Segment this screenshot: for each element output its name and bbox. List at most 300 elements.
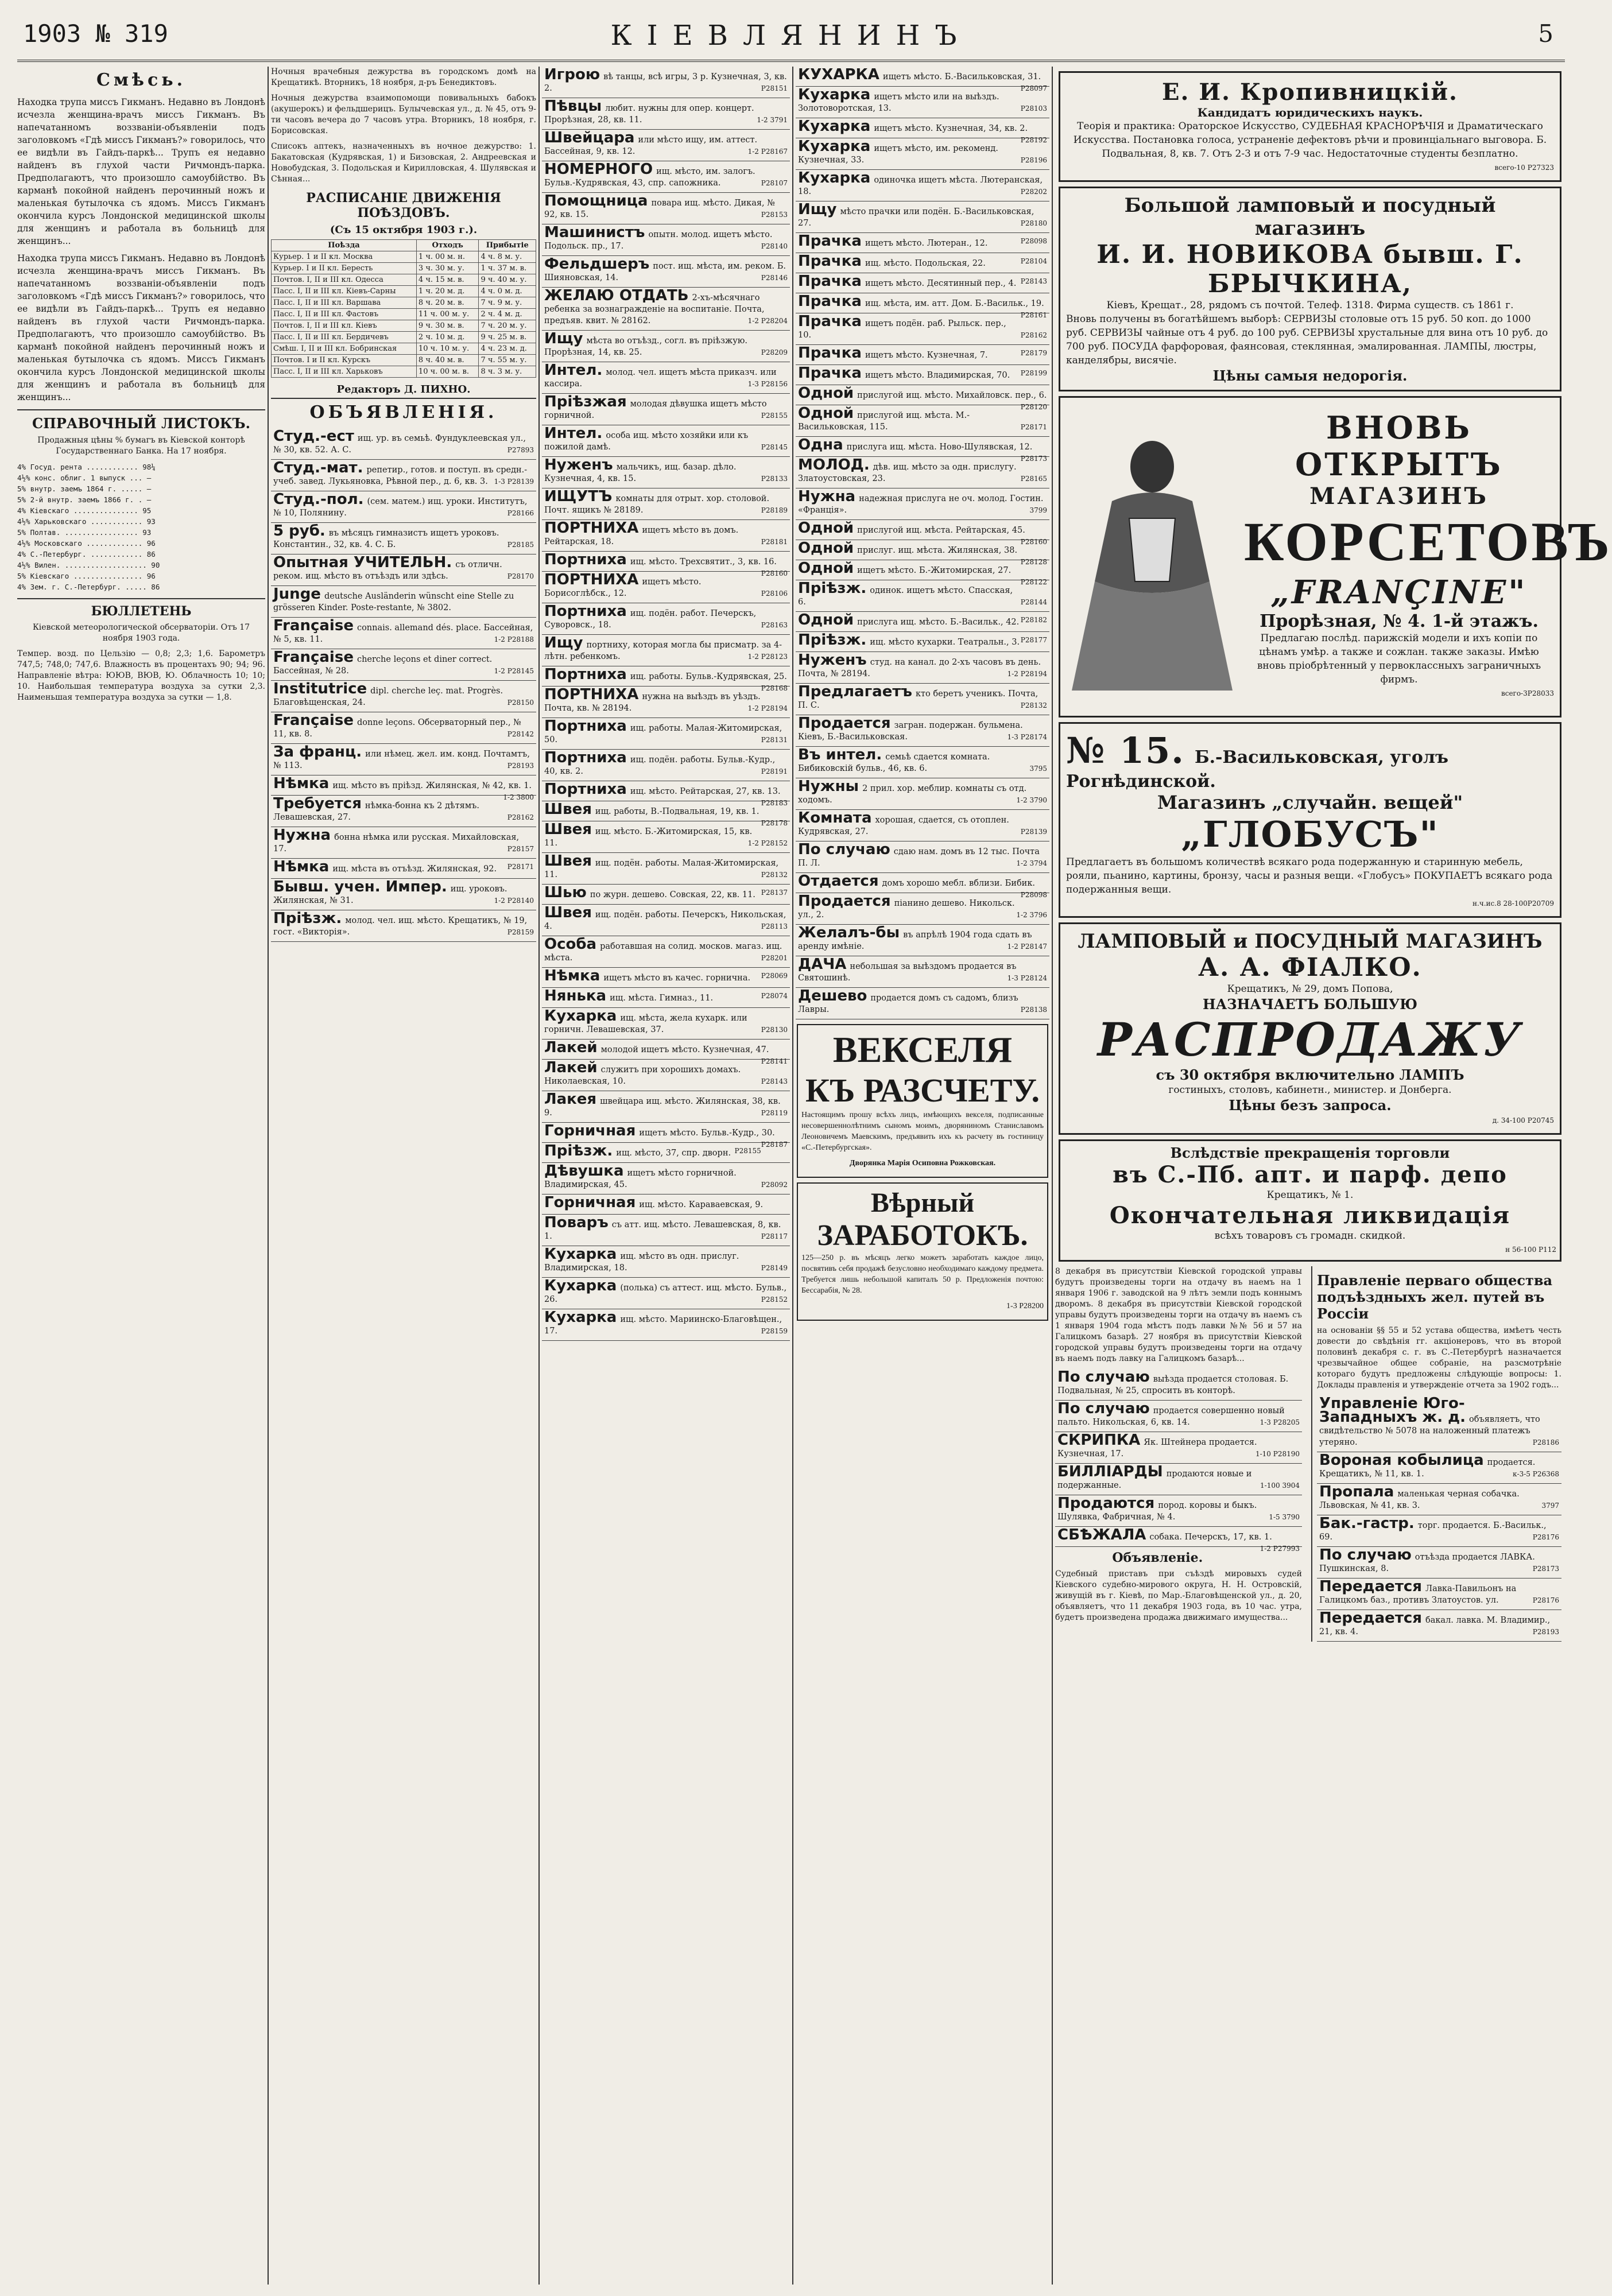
corset-shop-label: МАГАЗИНЪ	[1309, 483, 1489, 510]
ad-code: P28098	[1020, 237, 1047, 245]
rate-row: 4½% Вилен. ................... 90	[17, 561, 160, 569]
classified-ad	[542, 1091, 790, 1123]
ad-text: 2-хъ-мѣсячнаго ребенка за вознагражденіе на воспитаніе. Почта, предъяв. квит. № 28162.	[544, 293, 765, 325]
ad-keyword: Шью	[544, 884, 587, 901]
ad-code: P28157	[507, 845, 534, 853]
ad-keyword: Швейцара	[544, 129, 635, 146]
timetable-cell: Смѣш. I, II и III кл. Бобринская	[272, 343, 417, 355]
ad-code: 1-10 P28190	[1255, 1450, 1300, 1458]
classified-ad	[542, 130, 790, 161]
ad-text: загран. подержан. бульмена. Кіевъ, Б.-Васильковская.	[798, 721, 1023, 742]
ad-text: служитъ при хорошихъ домахъ. Николаевская, 10.	[544, 1065, 741, 1086]
classified-ad	[542, 224, 790, 256]
classified-ad	[796, 652, 1049, 684]
kropivnitsky-title: Кандидатъ юридическихъ наукъ.	[1197, 106, 1423, 119]
timetable-cell: 1 ч. 20 м. д.	[416, 286, 479, 297]
ad-keyword: Передается	[1319, 1578, 1422, 1595]
classified-ad	[542, 457, 790, 488]
timetable-col-arrival: Прибытіе	[479, 240, 536, 251]
ad-keyword: Нѣмка	[273, 858, 330, 875]
timetable-row	[272, 251, 536, 263]
ad-code: P28155	[734, 1147, 761, 1155]
classified-ad	[542, 551, 790, 577]
ad-code: P28179	[1020, 349, 1047, 357]
ad-code: 1-3 P28139	[494, 478, 534, 486]
ad-code: P28113	[761, 922, 788, 930]
railway-board-title: Правленіе перваго общества подъѣздныхъ жел. путей въ Россіи	[1317, 1272, 1553, 1322]
classified-ad	[1055, 1369, 1302, 1401]
ad-keyword: Нѣмка	[273, 775, 330, 792]
ad-keyword: По случаю	[798, 841, 890, 858]
classified-ad	[1055, 1401, 1302, 1432]
timetable-cell: 11 ч. 00 м. у.	[416, 309, 479, 320]
ad-text: кто беретъ ученикъ. Почта, П. С.	[798, 689, 1038, 710]
ad-code: P28153	[761, 211, 788, 219]
ad-keyword: Прачка	[798, 232, 862, 250]
classified-ad	[796, 385, 1049, 411]
ad-text: повара ищ. мѣсто. Дикая, № 92, кв. 15.	[544, 199, 775, 219]
fialko-subtitle: НАЗНАЧАЕТЪ БОЛЬШУЮ	[1203, 996, 1417, 1013]
bills-subheading: КЪ РАЗСЧЕТУ.	[805, 1072, 1040, 1109]
ad-keyword: Прачка	[798, 313, 862, 330]
ad-keyword: По случаю	[1057, 1400, 1150, 1417]
ad-keyword: Продается	[798, 893, 891, 910]
rate-row: 5% Кіевскаго ................ 96	[17, 572, 156, 580]
ad-keyword: Пріѣзж.	[544, 1142, 613, 1159]
ad-code: P28144	[1020, 598, 1047, 606]
classified-ad	[796, 684, 1049, 715]
ad-keyword: Прачка	[798, 344, 862, 362]
fialko-name: А. А. ФІАЛКО.	[1198, 953, 1422, 982]
ad-text: connais. allemand dés. place. Бассейная, № 5, кв. 11.	[273, 623, 533, 644]
classified-ad	[542, 801, 790, 827]
corset-text: Предлагаю послѣд. парижскій модели и ихъ копіи по цѣнамъ умѣр. а также и сожлан. также заказы. Имѣю вновь пріобрѣтенный у первоклассныхъ заграничныхъ фирмъ.	[1257, 633, 1541, 685]
timetable-cell: Почтов. I, II и III кл. Кіевъ	[272, 320, 417, 332]
ad-code: P28117	[761, 1232, 788, 1240]
ad-code: 1-2 P28194	[747, 704, 788, 712]
classified-ad	[796, 893, 1049, 925]
ad-code: P28141	[761, 1057, 788, 1065]
ad-code: P28180	[1020, 219, 1047, 227]
ad-text: ищетъ мѣсто. Борисоглѣбск., 12.	[544, 577, 702, 598]
ad-keyword: Студ.-ест	[273, 428, 354, 445]
classified-ad	[796, 201, 1049, 233]
ad-text: мальчикъ, ищ. базар. дѣло. Кузнечная, 4, кв. 15.	[544, 463, 737, 483]
ad-code: к-3-5 P26368	[1513, 1470, 1559, 1478]
column-4	[796, 67, 1049, 2285]
ad-text: ищ. мѣста, жела кухарк. или горничн. Левашевская, 37.	[544, 1014, 747, 1034]
col5-lower	[1055, 1266, 1565, 2070]
classified-ad	[271, 586, 536, 618]
timetable-cell: Пасс. I, II и III кл. Бердичевъ	[272, 332, 417, 343]
novikov-name: И. И. НОВИКОВА бывш. Г. БРЫЧКИНА,	[1096, 240, 1524, 298]
ad-keyword: Портниха	[544, 666, 627, 683]
ad-code: P28209	[761, 348, 788, 356]
classified-ad	[542, 1278, 790, 1309]
ad-text: въ мѣсяцъ гимназистъ ищетъ уроковъ. Константин., 32, кв. 4. С. Б.	[273, 529, 499, 549]
classified-ad	[1317, 1578, 1561, 1610]
classified-ad	[1317, 1515, 1561, 1547]
classified-ad	[796, 253, 1049, 273]
ad-keyword: Бак.-гастр.	[1319, 1515, 1415, 1532]
ad-code: 1-2 P28145	[494, 667, 534, 675]
timetable-cell: 2 ч. 10 м. д.	[416, 332, 479, 343]
ad-code: P28152	[761, 1296, 788, 1304]
classified-ad	[796, 632, 1049, 652]
classified-ad	[796, 747, 1049, 778]
timetable-cell: Курьер. 1 и II кл. Москва	[272, 251, 417, 263]
ad-code: P28166	[507, 509, 534, 517]
classified-ad	[542, 1309, 790, 1341]
timetable-row	[272, 343, 536, 355]
classified-ad	[271, 491, 536, 523]
timetable-cell: Почтов. I и II кл. Курскъ	[272, 355, 417, 366]
ad-code: P28186	[1532, 1438, 1559, 1446]
classified-ad	[542, 520, 790, 552]
ad-keyword: Одной	[798, 611, 854, 629]
ad-code: P28143	[1020, 277, 1047, 285]
ad-code: 1-2 3790	[1016, 796, 1047, 804]
ad-keyword: ИЩУТЪ	[544, 488, 613, 505]
issue-number: 1903 № 319	[23, 20, 168, 48]
notice-title: Объявленіе.	[1112, 1550, 1203, 1565]
timetable-cell: 9 ч. 40 м. у.	[479, 274, 536, 286]
ad-text: нѣмка-бонна къ 2 дѣтямъ. Левашевская, 27.	[273, 801, 479, 822]
classified-ad	[542, 1122, 790, 1149]
ad-code: P28199	[1020, 369, 1047, 377]
ad-code: P28183	[761, 799, 788, 807]
ad-keyword: Française	[273, 649, 354, 666]
ad-text: прислуга ищ. мѣста. Ново-Шулявская, 12.	[846, 443, 1033, 452]
timetable-cell: 10 ч. 10 м. у.	[416, 343, 479, 355]
auction-text: 8 декабря въ присутствіи Кіевской городской управы будутъ произведены торги на отдачу въ наемъ на 1 января 1906 г. заводской на 9 лѣтъ земли подъ коннымъ дворомъ. 8 декабря въ присутствіи Кіевской городской управы будутъ произведены торги на отдачу въ наемъ съ 1 января 1904 года мѣстъ подъ лавки №№ 56 и 57 на Галицкомъ базарѣ. 27 ноября въ присутствіи Кіевской городской управы будутъ произведены торги на отдачу въ наемъ подъ лавку на Галицкомъ базарѣ...	[1055, 1267, 1302, 1363]
classified-ad	[542, 1008, 790, 1040]
classified-ad	[796, 313, 1049, 345]
ad-keyword: МОЛОД.	[798, 456, 870, 474]
classified-ad	[1317, 1610, 1561, 1642]
classified-ad	[796, 87, 1049, 118]
timetable-cell: 7 ч. 20 м. у.	[479, 320, 536, 332]
ad-keyword: Пѣвцы	[544, 98, 602, 115]
classified-ad	[542, 718, 790, 750]
ad-text: молодой ищетъ мѣсто. Кузнечная, 47.	[600, 1045, 769, 1054]
timetable-cell: Пасс. I, II и III кл. Кіевъ-Сарны	[272, 286, 417, 297]
classified-ad	[271, 775, 536, 801]
ad-text: бонна нѣмка или русская. Михайловская, 17.	[273, 833, 520, 854]
ad-code: P28104	[1020, 257, 1047, 265]
ad-code: 1-2 P27993	[1260, 1545, 1300, 1553]
ad-code: P28163	[761, 621, 788, 629]
ad-text: вѣ танцы, всѣ игры, 3 р. Кузнечная, 3, кв. 2.	[544, 72, 787, 93]
ad-text: прислугой ищ. мѣсто. Михайловск. пер., 6.	[857, 391, 1047, 400]
ad-text: ищетъ мѣсто, им. рекоменд. Кузнечная, 33.	[798, 144, 998, 165]
ad-text: ищ. подён. работы. Печерскъ, Никольская, 4.	[544, 910, 786, 931]
globus-name: „ГЛОБУСЪ"	[1181, 813, 1439, 855]
ad-keyword: По случаю	[1057, 1368, 1150, 1386]
weather-heading: БЮЛЛЕТЕНЬ	[17, 598, 265, 619]
classified-ad	[1317, 1547, 1561, 1578]
kropivnitsky-code: всего-10 P27323	[1494, 164, 1554, 172]
ad-text: торг. продается. Б.-Васильк., 69.	[1319, 1521, 1547, 1542]
ad-keyword: Швея	[544, 801, 592, 818]
ad-keyword: Кухарка	[798, 169, 871, 187]
ad-text: семьѣ сдается комната. Бибиковскій бульв., 46, кв. 6.	[798, 753, 990, 773]
ad-keyword: ДАЧА	[798, 956, 847, 973]
earnings-code: 1-3 P28200	[1006, 1302, 1044, 1310]
ad-code: P28151	[761, 84, 788, 92]
ad-keyword: Одной	[798, 519, 854, 537]
novikov-ad	[1059, 187, 1561, 391]
ad-text: съ атт. ищ. мѣсто. Левашевская, 8, кв. 1.	[544, 1220, 781, 1241]
ad-text: ищ. работы. Бульв.-Кудрявская, 25.	[630, 672, 787, 681]
ad-keyword: Пріѣзжая	[544, 393, 627, 410]
classified-ad	[796, 488, 1049, 520]
ad-code: P28165	[1020, 475, 1047, 483]
ad-code: P28139	[1020, 828, 1047, 836]
timetable-row	[272, 309, 536, 320]
ad-code: P28122	[1020, 578, 1047, 586]
editor-line: Редакторъ Д. ПИХНО.	[271, 383, 536, 399]
ad-keyword: Студ.-мат.	[273, 459, 363, 476]
col5-lower-left	[1055, 1266, 1302, 1628]
column-5	[1055, 67, 1612, 2285]
ad-code: 1-2 P28167	[747, 148, 788, 156]
ad-text: ищ. мѣста въ отъѣзд. Жилянская, 92.	[332, 864, 497, 874]
ad-text: cherche leçons et diner correct. Бассейная, № 28.	[273, 655, 493, 676]
ad-code: P28187	[761, 1141, 788, 1149]
ad-code: P28159	[761, 1327, 788, 1335]
ad-text: надежная прислуга не оч. молод. Гостин. «Франція».	[798, 494, 1044, 515]
ad-code: 1-2 3794	[1016, 859, 1047, 867]
ad-text: ищетъ подён. раб. Рыльск. пер., 10.	[798, 319, 1006, 340]
ad-keyword: Кухарка	[544, 1007, 617, 1025]
bills-text: Настоящимъ прошу всѣхъ лицъ, имѣющихъ векселя, подписанные несовершеннолѣтнимъ сыномъ моимъ, дворяниномъ Станиславомъ Леоновичемъ Маевскимъ, предъявить ихъ къ расчету въ гостиницу «С.-Петербургская».	[801, 1111, 1044, 1152]
ad-text: работавшая на солид. москов. магаз. ищ. мѣста.	[544, 942, 782, 963]
ad-code: 1-3 P28174	[1007, 733, 1047, 741]
classified-ad	[271, 428, 536, 460]
classified-ad	[542, 362, 790, 394]
newspaper-title: КІЕВЛЯНИНЪ	[610, 20, 972, 52]
classified-ad	[271, 910, 536, 942]
timetable-cell: 4 ч. 15 м. в.	[416, 274, 479, 286]
ad-text: или нѣмец. жел. им. конд. Почтамтъ, № 113.	[273, 750, 530, 770]
classified-ad	[796, 519, 1049, 546]
ad-text: продаются новые и подержанные.	[1057, 1469, 1252, 1490]
weather-text: Темпер. возд. по Цельзію — 0,8; 2,3; 1,6. Барометръ 747,5; 748,0; 747,6. Влажность въ процентахъ 90; 94; 96. Направленіе вѣтра: ЮЮВ, ВЮВ, Ю. Облачность 10; 10; 10. Наибольшая температура воздуха за сутки 2,3. Наименьшая температура воздуха за сутки — 1,8.	[17, 649, 265, 702]
timetable-row	[272, 286, 536, 297]
earnings-text: 125—250 р. въ мѣсяцъ легко можетъ заработать каждое лицо, посвятивъ себя продажѣ безусловно необходимаго каждому предмета. Требуется лишь небольшой капиталъ 50 р. Предложенія почтою: Бессарабія, № 28.	[801, 1254, 1044, 1295]
ad-text: швейцара ищ. мѣсто. Жилянская, 38, кв. 9.	[544, 1097, 781, 1118]
doctor-duty-note: Ночныя врачебныя дежурства въ городскомъ домѣ на Крещатикѣ. Вторникъ, 18 ноября, д-ръ Бенедиктовъ.	[271, 67, 536, 87]
kropivnitsky-name: Е. И. Кропивницкій.	[1162, 79, 1458, 106]
ad-code: P28143	[761, 1077, 788, 1085]
novikov-title: Большой ламповый и посудный магазинъ	[1124, 194, 1496, 240]
ad-code: P28149	[761, 1264, 788, 1272]
rate-row: 4% Зем. г. С.-Петербург. ..... 86	[17, 583, 160, 591]
classified-ad	[796, 233, 1049, 253]
classified-ad	[796, 810, 1049, 841]
ad-keyword: За франц.	[273, 743, 362, 761]
ad-keyword: Одной	[798, 560, 854, 577]
corset-illustration	[1066, 432, 1238, 696]
corset-brand: „FRANÇINE"	[1270, 573, 1528, 611]
classified-ad	[542, 666, 790, 692]
classified-ad	[542, 193, 790, 224]
ad-keyword: КУХАРКА	[798, 66, 879, 83]
timetable-cell: 3 ч. 30 м. у.	[416, 263, 479, 274]
ad-keyword: Горничная	[544, 1122, 636, 1139]
classified-ad	[796, 293, 1049, 319]
ad-keyword: ЖЕЛАЮ ОТДАТЬ	[544, 287, 689, 304]
bills-heading: ВЕКСЕЛЯ	[832, 1029, 1013, 1070]
timetable-row	[272, 297, 536, 309]
ads-heading: ОБЪЯВЛЕНІЯ.	[309, 402, 498, 422]
classified-ad	[542, 905, 790, 936]
ad-code: 1-2 3791	[757, 116, 788, 124]
bills-ad	[797, 1024, 1048, 1178]
ad-text: ищ. работы, В.-Подвальная, 19, кв. 1.	[595, 807, 760, 816]
ad-keyword: Горничная	[544, 1194, 636, 1211]
bailiff-notice	[1055, 1550, 1302, 1623]
fialko-text: гостиныхъ, столовъ, кабинетн., министер. и Донберга.	[1168, 1084, 1452, 1096]
ad-text: небольшая за выѣздомъ продается въ Святошинѣ.	[798, 962, 1017, 983]
ad-keyword: Ищу	[544, 634, 583, 651]
ad-keyword: Кухарка	[798, 86, 871, 103]
classified-ad	[271, 744, 536, 775]
ad-code: P28092	[761, 1181, 788, 1189]
ad-code: P28192	[1020, 136, 1047, 144]
ad-keyword: Дѣвушка	[544, 1162, 624, 1180]
ad-code: 1-5 3790	[1269, 1513, 1300, 1521]
ad-keyword: Бывш. учен. Импер.	[273, 878, 447, 895]
classified-ad	[796, 66, 1049, 92]
globus-text: Предлагаетъ въ большомъ количествѣ всякаго рода подержанную и старинную мебель, рояли, пьанино, картины, бронзу, часы и разныя вещи. «Глобусъ» ПОКУПАЕТЪ всякаго рода подержанныя вещи.	[1066, 856, 1553, 895]
ad-text: ищ. подён. работы. Малая-Житомирская, 11.	[544, 859, 779, 879]
ad-text: ищ. мѣсто. Подольская, 22.	[865, 259, 986, 268]
ad-code: P28170	[507, 572, 534, 580]
ad-keyword: Одной	[798, 540, 854, 557]
column-divider	[538, 67, 540, 2285]
classified-ad	[542, 781, 790, 807]
ad-text: собака. Печерскъ, 17, кв. 1.	[1149, 1533, 1272, 1542]
ad-code: 1-3 P28156	[747, 380, 788, 388]
ad-code: P28191	[761, 767, 788, 775]
railway-board-text: на основаніи §§ 55 и 52 устава общества, имѣетъ честь довести до свѣдѣнія гг. акціонеровъ, что въ второй половинѣ декабря с. г. въ С.-Петербургѣ назначается чрезвычайное общее собраніе, на разсмотрѣніе котораго будутъ предложены слѣдующіе вопросы: 1. Доклады правленія и утвержденіе отчета за 1902 годъ...	[1317, 1326, 1561, 1390]
ad-keyword: Ищу	[544, 330, 583, 347]
ad-code: P28176	[1532, 1596, 1559, 1604]
ad-code: P28098	[1020, 891, 1047, 899]
ad-code: P28173	[1532, 1565, 1559, 1573]
ad-text: ищ. мѣсто въ пріѣзд. Жилянская, № 42, кв. 1.	[332, 781, 532, 790]
ad-text: ищ. работы. Малая-Житомирская, 50.	[544, 724, 782, 744]
rate-row: 4% С.-Петербург. ............ 86	[17, 550, 156, 559]
fialko-code: д. 34-100 P20745	[1492, 1116, 1554, 1124]
classified-ad	[542, 572, 790, 603]
classified-ad	[271, 460, 536, 491]
timetable-cell: 10 ч. 00 м. в.	[416, 366, 479, 378]
ad-code: P28160	[761, 569, 788, 577]
ad-text: ищ. ур. въ семьѣ. Фундуклеевская ул., № 30, кв. 52. А. С.	[273, 434, 526, 455]
ad-keyword: Institutrice	[273, 680, 367, 697]
ad-keyword: Портниха	[544, 749, 627, 766]
ad-code: P28201	[761, 954, 788, 962]
ad-keyword: Помощница	[544, 192, 648, 210]
ad-text: маленькая черная собачка. Львовская, № 41, кв. 3.	[1319, 1490, 1520, 1510]
column-divider	[268, 67, 269, 2285]
ad-text: ищ. мѣсто. Мариинско-Благовѣщен., 17.	[544, 1315, 782, 1336]
ad-keyword: Поваръ	[544, 1214, 609, 1231]
ad-text: Лавка-Павильонъ на Галицкомъ баз., противъ Златоустов. ул.	[1319, 1584, 1517, 1605]
ad-code: P28150	[507, 699, 534, 707]
ad-code: P28177	[1020, 636, 1047, 644]
ad-keyword: Нужна	[273, 827, 331, 844]
ad-code: P28069	[761, 972, 788, 980]
weather-subheading: Кіевской метеорологической обсерваторіи. Отъ 17 ноября 1903 года.	[32, 623, 250, 643]
classified-ad	[1055, 1432, 1302, 1464]
classified-ad	[796, 715, 1049, 747]
ad-text: молодая дѣвушка ищетъ мѣсто горничной.	[544, 400, 767, 420]
timetable-cell: Пасс. I, II и III кл. Фастовъ	[272, 309, 417, 320]
classified-ad	[542, 936, 790, 968]
ad-text: бакал. лавка. М. Владимир., 21, кв. 4.	[1319, 1616, 1551, 1636]
timetable-cell: 7 ч. 9 м. у.	[479, 297, 536, 309]
ad-code: 1-2 P28152	[747, 839, 788, 847]
ads-list	[271, 428, 536, 942]
ad-text: ищетъ мѣсто. Лютеран., 12.	[865, 239, 988, 248]
classified-ad	[796, 580, 1049, 612]
ad-text: ищетъ мѣсто. Бульв.-Кудр., 30.	[639, 1128, 775, 1138]
ad-text: ищ. мѣсто. Трехсвятит., 3, кв. 16.	[630, 557, 777, 567]
novikov-address: Кіевъ, Крещат., 28, рядомъ съ почтой. Телеф. 1318. Фирма существ. съ 1861 г.	[1106, 300, 1514, 311]
ad-keyword: Желалъ-бы	[798, 924, 900, 941]
ad-keyword: Портниха	[544, 551, 627, 568]
classified-ad	[542, 488, 790, 520]
timetable-row	[272, 320, 536, 332]
classified-ad	[542, 256, 790, 288]
ad-code: 1-2 3800	[503, 793, 534, 801]
ad-code: P28202	[1020, 188, 1047, 196]
fialko-price: Цѣны безъ запроса.	[1229, 1097, 1392, 1114]
classified-ad	[542, 331, 790, 362]
ad-code: P28162	[507, 813, 534, 821]
classified-ad	[1317, 1452, 1561, 1484]
ad-code: P28119	[761, 1109, 788, 1117]
ad-keyword: Пріѣзж.	[273, 910, 342, 927]
ad-keyword: ПОРТНИХА	[544, 686, 639, 703]
spb-depot-ad	[1059, 1139, 1561, 1262]
timetable-cell: Пасс. I, II и III кл. Варшава	[272, 297, 417, 309]
ad-keyword: Швея	[544, 821, 592, 838]
classified-ad	[542, 885, 790, 905]
column-divider	[1052, 67, 1053, 2285]
ad-keyword: Портниха	[544, 603, 627, 620]
ad-text: ищетъ мѣсто. Десятинный пер., 4.	[865, 279, 1017, 288]
ad-text: домъ хорошо мебл. вблизи. Бибик.	[882, 879, 1036, 888]
ad-code: P28132	[761, 871, 788, 879]
ad-text: продается. Крещатикъ, № 11, кв. 1.	[1319, 1458, 1536, 1479]
ad-keyword: Пріѣзж.	[798, 580, 867, 597]
ad-code: P28097	[1020, 84, 1047, 92]
timetable-cell: 8 ч. 40 м. в.	[416, 355, 479, 366]
timetable-cell: 8 ч. 20 м. в.	[416, 297, 479, 309]
ad-code: P28168	[761, 684, 788, 692]
ad-text: отъѣзда продается ЛАВКА. Пушкинская, 8.	[1319, 1553, 1535, 1573]
ads-list	[796, 67, 1049, 1019]
ad-text: ищ. подён. работы. Бульв.-Кудр., 40, кв. 2.	[544, 755, 776, 776]
ad-keyword: Нуженъ	[544, 456, 613, 474]
ad-code: 3795	[1029, 765, 1047, 773]
column-1	[17, 67, 265, 2285]
